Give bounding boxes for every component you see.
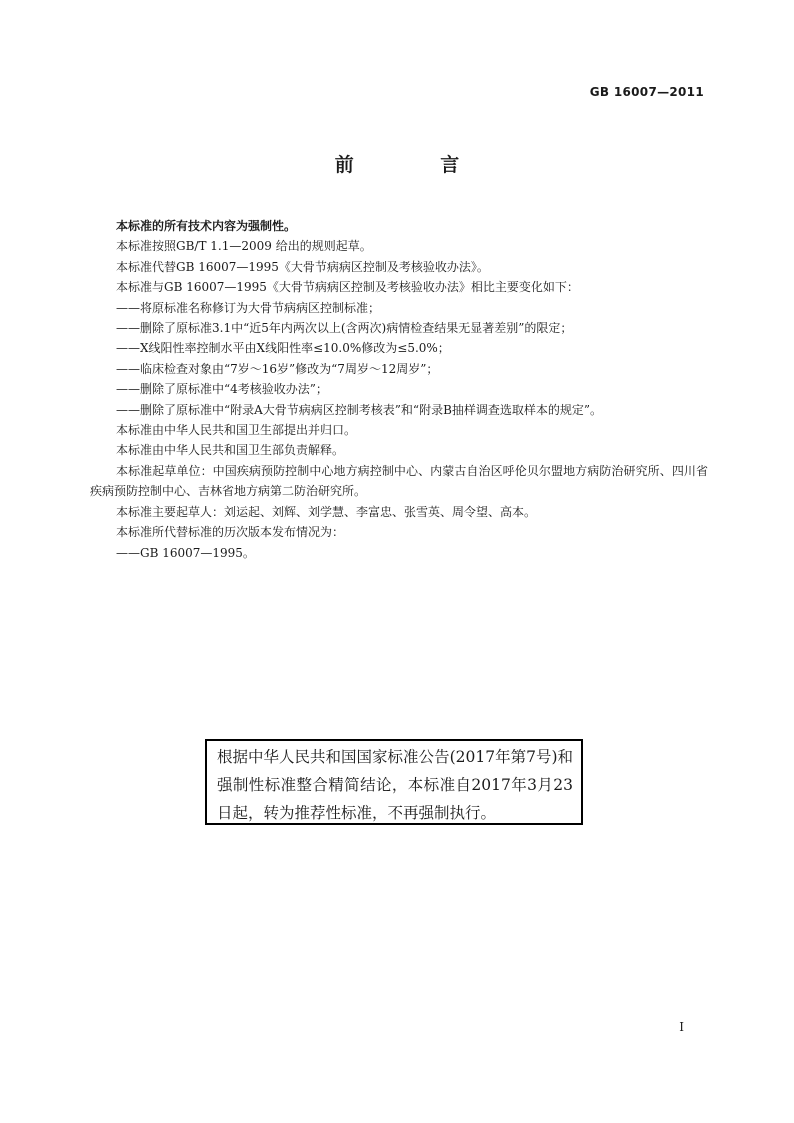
paragraph-interpreted-by: 本标准由中华人民共和国卫生部负责解释。 [116, 443, 345, 458]
change-item: ——删除了原标准中“4考核验收办法”； [116, 382, 328, 397]
history-item: ——GB 16007—1995。 [116, 545, 255, 560]
paragraph-replaces: 本标准代替GB 16007—1995《大骨节病病区控制及考核验收办法》。 [116, 259, 489, 274]
page-title: 前 言 [334, 154, 500, 176]
change-item: ——临床检查对象由“7岁～16岁”修改为“7周岁～12周岁”； [116, 361, 439, 376]
paragraph-drafters: 本标准主要起草人：刘运起、刘辉、刘学慧、李富忠、张雪英、周令望、高本。 [116, 504, 537, 519]
standard-code: GB 16007—2011 [589, 85, 704, 99]
change-item: ——删除了原标准中“附录A大骨节病病区控制考核表”和“附录B抽样调查选取样本的规定”。 [116, 402, 603, 417]
notice-box: 根据中华人民共和国国家标准公告(2017年第7号)和强制性标准整合精简结论，本标准自2017年3月23日起，转为推荐性标准，不再强制执行。 [205, 739, 583, 825]
page-number: I [679, 1020, 684, 1034]
change-item: ——将原标准名称修订为大骨节病病区控制标准； [116, 300, 381, 315]
paragraph-drafting-rules: 本标准按照GB/T 1.1—2009 给出的规则起草。 [116, 239, 372, 254]
change-item: ——X线阳性率控制水平由X线阳性率≤10.0%修改为≤5.0%； [116, 341, 450, 356]
paragraph-changes-intro: 本标准与GB 16007—1995《大骨节病病区控制及考核验收办法》相比主要变化如下： [116, 280, 579, 295]
paragraph-drafting-units: 本标准起草单位：中国疾病预防控制中心地方病控制中心、内蒙古自治区呼伦贝尔盟地方病防治研究所、四川省疾病预防控制中心、吉林省地方病第二防治研究所。 [90, 463, 708, 499]
paragraph-history-intro: 本标准所代替标准的历次版本发布情况为： [116, 525, 345, 540]
paragraph-mandatory-statement: 本标准的所有技术内容为强制性。 [116, 219, 297, 233]
change-item: ——删除了原标准3.1中“近5年内两次以上(含两次)病情检查结果无显著差别”的限定； [116, 321, 573, 336]
paragraph-proposed-by: 本标准由中华人民共和国卫生部提出并归口。 [116, 423, 357, 438]
foreword-body [90, 216, 708, 563]
